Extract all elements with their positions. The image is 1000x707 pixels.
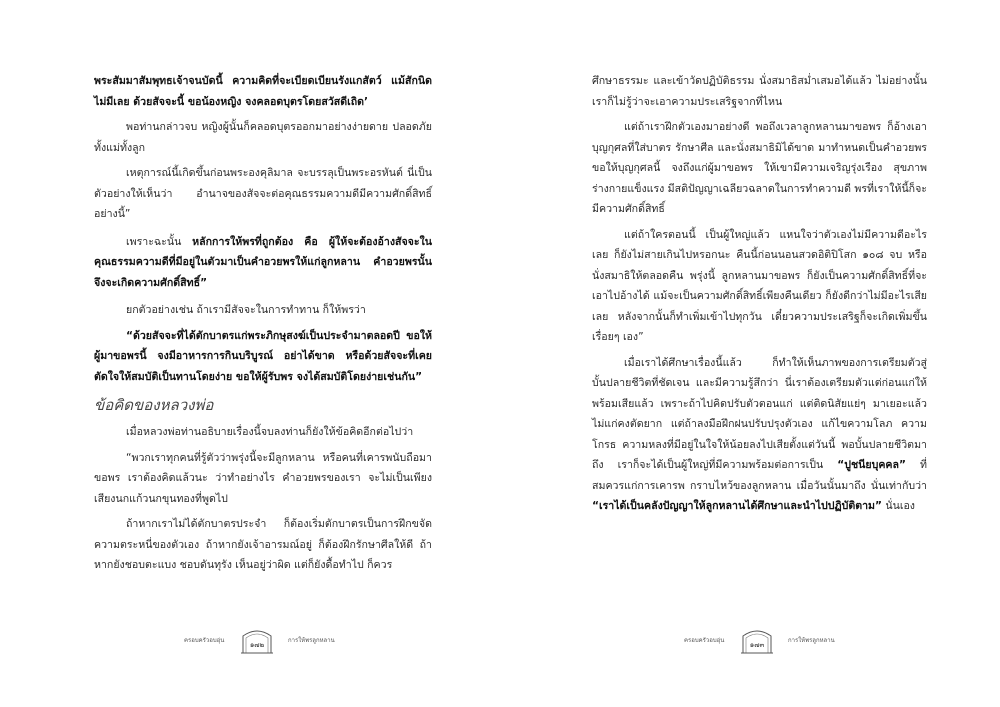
paragraph-text: ที่สมควรแก่การเคารพ กราบไหว้ของลูกหลาน เมื่อวันนั้นมาถึง นั่นเท่ากับว่า xyxy=(592,459,927,492)
paragraph: แต่ถ้าเราฝึกตัวเองมาอย่างดี พอถึงเวลาลูกหลานมาขอพร ก็อ้างเอาบุญกุศลที่ใส่บาตร รักษาศีล และนั่งสมาธิมิได้ขาด มาทำหนดเป็นคำอวยพร ขอให้บุญกุศลนี้ จงถึงแก่ผู้มาขอพร ให้เขามีความเจริญรุ่งเรือง สุขภาพร่างกายแข็งแรง มีสติปัญญาเฉลียวฉลาดในการทำความดี พรที่เราให้นี้ก็จะมีความศักดิ์สิทธิ์ xyxy=(592,121,927,215)
right-text-column xyxy=(592,71,927,522)
paragraph xyxy=(592,353,927,517)
page-number: ๑๗๒ xyxy=(249,641,265,649)
paragraph-text: นั่นเอง xyxy=(885,500,915,512)
paragraph: ถ้าหากเราไม่ได้ตักบาตรประจำ ก็ต้องเริ่มตักบาตรเป็นการฝึกขจัดความตระหนี่ของตัวเอง ถ้าหากยังเจ้าอารมณ์อยู่ ก็ต้องฝึกรักษาศีลให้ดี ถ้าหากยังชอบตะแบง ชอบดันทุรัง เห็นอยู่ว่าผิด แต่ก็ยังดื้อทำไป ก็ควร xyxy=(94,518,432,571)
page-footer xyxy=(184,626,364,656)
paragraph-text: เมื่อเราได้ศึกษาเรื่องนี้แล้ว ก็ทำให้เห็นภาพของการเตรียมตัวสู่บั้นปลายชีวิตที่ชัดเจน และมีความรู้สึกว่า นี่เราต้องเตรียมตัวแต่ก่อนแก่ให้พร้อมเสียแล้ว เพราะถ้าไปคิดปรับตัวตอนแก่ แต่ติดนิสัยแย่ๆ มาเยอะแล้ว ไม่แก่คงตัดยาก แต่ถ้าลงมือฝึกฝนปรับปรุงตัวเอง แก้ไขความโลภ ความโกรธ ความหลงที่มีอยู่ในใจให้น้อยลงไปเสียตั้งแต่วันนี้ พอบั้นปลายชีวิตมาถึง เราก็จะได้เป็นผู้ใหญ่ที่มีความพร้อมต่อการเป็น xyxy=(592,356,927,471)
paragraph: เมื่อหลวงพ่อท่านอธิบายเรื่องนี้จบลงท่านก็ยังให้ข้อคิดอีกต่อไปว่า xyxy=(126,426,414,438)
principle-emphasis: หลักการให้พรที่ถูกต้อง คือ ผู้ให้จะต้องอ้างสัจจะในคุณธรรมความดีที่มีอยู่ในตัวมาเป็นคำอวยพรให้แก่ลูกหลาน คำอวยพรนั้นจึงจะเกิดความศักดิ์สิทธิ์” xyxy=(94,235,432,289)
footer-chapter-title: การให้พรลูกหลาน xyxy=(788,637,835,644)
emblem-frame-icon xyxy=(740,626,774,654)
page-number-emblem-icon xyxy=(740,626,774,654)
page-number-emblem-icon xyxy=(240,626,274,654)
footer-book-title: ครอบครัวอบอุ่น xyxy=(184,637,225,644)
quote-continuation: พระสัมมาสัมพุทธเจ้าจนบัดนี้ ความคิดที่จะเบียดเบียนรังแกสัตว์ แม้สักนิดไม่มีเลย ด้วยสัจจะนี้ ขอน้องหญิง จงคลอดบุตรโดยสวัสดีเถิด’ xyxy=(94,75,432,108)
paragraph: เหตุการณ์นี้เกิดขึ้นก่อนพระองคุลิมาล จะบรรลุเป็นพระอรหันต์ นี่เป็นตัวอย่างให้เห็นว่า อำนาจของสัจจะต่อคุณธรรมความดีมีความศักดิ์สิทธิ์อย่างนี้” xyxy=(94,167,432,220)
blessing-example-quote: “ด้วยสัจจะที่ได้ตักบาตรแก่พระภิกษุสงฆ์เป็นประจำมาตลอดปี ขอให้ผู้มาขอพรนี้ จงมีอาหารการกินบริบูรณ์ อย่าได้ขาด หรือด้วยสัจจะที่เคยตัดใจให้สมบัติเป็นทานโดยง่าย ขอให้ผู้รับพร จงได้สมบัติโดยง่ายเช่นกัน” xyxy=(94,329,432,383)
footer-chapter-title: การให้พรลูกหลาน xyxy=(288,637,335,644)
paragraph: พอท่านกล่าวจบ หญิงผู้นั้นก็คลอดบุตรออกมาอย่างง่ายดาย ปลอดภัยทั้งแม่ทั้งลูก xyxy=(94,121,432,154)
emblem-frame-icon xyxy=(240,626,274,654)
page-footer xyxy=(684,626,864,656)
principle-paragraph xyxy=(94,232,432,294)
section-heading: ข้อคิดของหลวงพ่อ xyxy=(94,396,214,414)
footer-book-title: ครอบครัวอบอุ่น xyxy=(684,637,725,644)
emphasis-quote: “เราได้เป็นคลังปัญญาให้ลูกหลานได้ศึกษาและนำไปปฏิบัติตาม” xyxy=(592,500,882,512)
paragraph: “พวกเราทุกคนที่รู้ตัวว่าพรุ่งนี้จะมีลูกหลาน หรือคนที่เคารพนับถือมาขอพร เราต้องคิดแล้วนะ ว่าทำอย่างไร คำอวยพรของเรา จะไม่เป็นเพียงเสียงนกแก้วนกขุนทองที่พูดไป xyxy=(94,451,432,505)
paragraph: แต่ถ้าใครตอนนี้ เป็นผู้ใหญ่แล้ว แหนใจว่าตัวเองไม่มีความดีอะไรเลย ก็ยังไม่สายเกินไปหรอกนะ คืนนี้ก่อนนอนสวดอิติปิโสก ๑๐๘ จบ หรือนั่งสมาธิให้ตลอดคืน พรุ่งนี้ ลูกหลานมาขอพร ก็ยังเป็นความศักดิ์สิทธิ์ที่จะเอาไปอ้างได้ แม้จะเป็นความศักดิ์สิทธิ์เพียงคืนเดียว ก็ยังดีกว่าไม่มีอะไรเสียเลย หลังจากนั้นก็ทำเพิ่มเข้าไปทุกวัน เดี๋ยวความประเสริฐก็จะเกิดเพิ่มขึ้นเรื่อยๆ เอง” xyxy=(592,228,927,343)
paragraph: ยกตัวอย่างเช่น ถ้าเรามีสัจจะในการทำทาน ก็ให้พรว่า xyxy=(126,304,366,316)
right-page xyxy=(500,0,1000,707)
page-number: ๑๗๓ xyxy=(749,641,765,649)
emphasis-term: “ปูชนียบุคคล” xyxy=(837,459,906,471)
paragraph: ศึกษาธรรมะ และเข้าวัดปฏิบัติธรรม นั่งสมาธิสม่ำเสมอได้แล้ว ไม่อย่างนั้น เราก็ไม่รู้ว่าจะเอาความประเสริฐจากที่ไหน xyxy=(592,75,927,108)
left-text-column xyxy=(94,71,432,581)
paragraph-lead: เพราะฉะนั้น xyxy=(126,235,182,248)
